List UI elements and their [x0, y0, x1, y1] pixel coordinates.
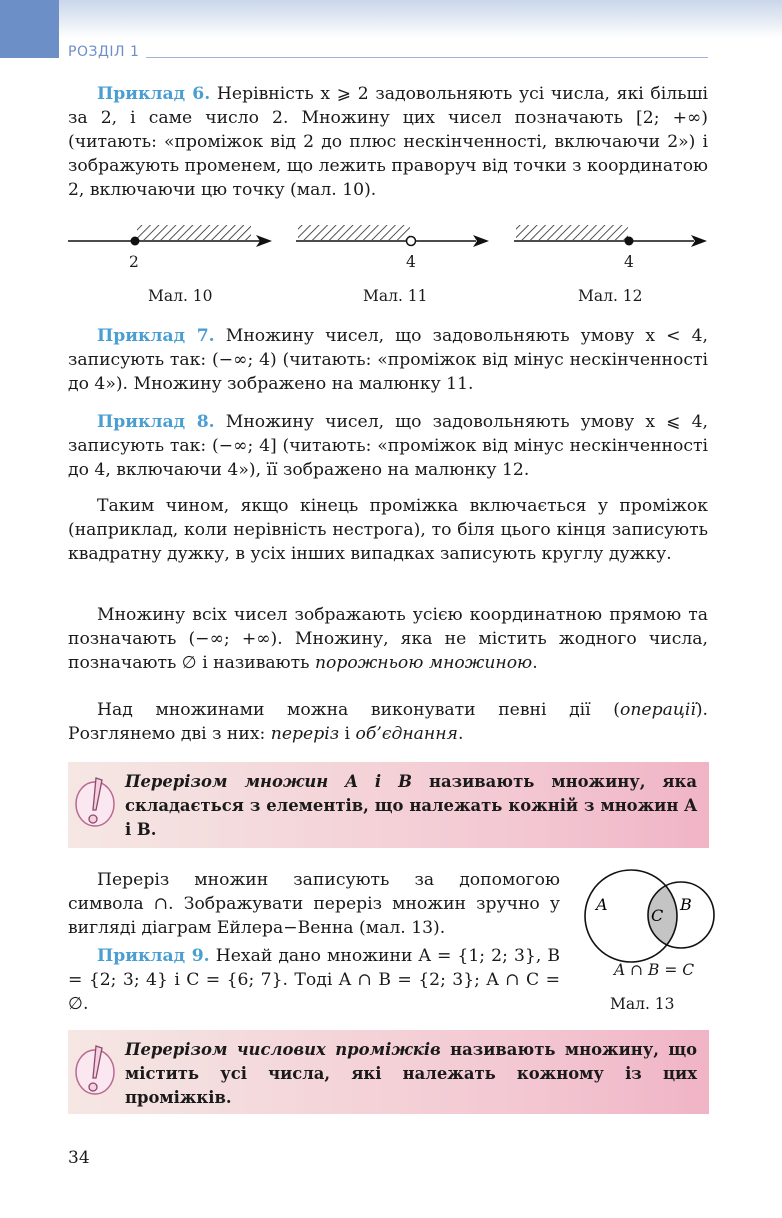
- definition-intersection: [125, 770, 697, 842]
- exclamation-icon: [72, 1038, 118, 1104]
- example-8-text: Множину чисел, що задовольняють умову x ⩽ 4, записують так: (−∞; 4] (читають: «проміжок від мінус нескінченності до 4, включаючи 4»), її зображено на малюнку 12.: [68, 412, 708, 480]
- number-line-fig11: [296, 222, 496, 250]
- header-rule: [146, 57, 708, 58]
- example-8: [68, 410, 708, 482]
- fig11-point-label: 4: [406, 253, 416, 271]
- fig11-caption: Мал. 11: [363, 287, 428, 305]
- ops-term-intersection: переріз: [270, 724, 340, 744]
- example-7-text: Множину чисел, що задовольняють умову x < 4, записують так: (−∞; 4) (читають: «проміжок від мінус нескінченності до 4»). Множину зображено на малюнку 11.: [68, 326, 708, 394]
- number-line-fig12: [514, 222, 714, 250]
- ops-text-1: Над множинами можна виконувати певні дії (: [97, 700, 620, 720]
- venn-label-b: B: [680, 895, 692, 914]
- bracket-rule-paragraph: Таким чином, якщо кінець проміжка включається у проміжок (наприклад, коли нерівність нестрога), то біля цього кінця записують квадратну дужку, в усіх інших випадках записують круглу дужку.: [68, 496, 708, 564]
- example-6: [68, 82, 708, 202]
- example-6-label: Приклад 6.: [97, 84, 211, 104]
- empty-set-term: порожньою множиною: [314, 653, 533, 673]
- all-numbers-text: Множину всіх чисел зображають усією координатною прямою та позначають (−∞; +∞). Множину, яка не містить жодного числа, позначають ∅ і називають: [68, 605, 708, 673]
- definition-intervals: [125, 1038, 697, 1110]
- fig12-caption: Мал. 12: [578, 287, 643, 305]
- number-line-fig10: [68, 222, 278, 250]
- ops-term-union: об’єднання: [355, 724, 458, 744]
- ops-text-4: .: [457, 724, 464, 744]
- example-6-text: Нерівність x ⩾ 2 задовольняють усі числа, які більші за 2, і саме число 2. Множину цих чисел позначають [2; +∞) (читають: «проміжок від 2 до плюс нескінченності, включаючи 2») і зображують променем, що лежить праворуч від точки з координатою 2, включаючи цю точку (мал. 10).: [68, 84, 708, 200]
- example-7: [68, 324, 708, 396]
- page-header-band: [0, 0, 782, 38]
- intersection-paragraph: Переріз множин записують за допомогою символа ∩. Зображувати переріз множин зручно у вигляді діаграм Ейлера−Венна (мал. 13).: [68, 870, 560, 938]
- venn-label-c: C: [651, 906, 664, 925]
- definition-intervals-term: Перерізом числових проміжків: [125, 1040, 441, 1059]
- fig10-point-label: 2: [129, 253, 139, 271]
- corner-tab: [0, 0, 59, 58]
- ops-text-2: ). Розглянемо дві з них:: [68, 700, 708, 744]
- all-numbers-paragraph: [68, 603, 708, 675]
- venn-diagram: [580, 868, 720, 968]
- definition-box-intervals: [68, 1030, 709, 1114]
- definition-intersection-term: Перерізом множин A і B: [125, 772, 413, 791]
- ops-term-operations: операції: [620, 700, 696, 720]
- operations-paragraph: [68, 698, 708, 746]
- example-8-label: Приклад 8.: [97, 412, 215, 432]
- definition-intervals-text: називають множину, що містить усі числа, які належать кожному із цих проміжків.: [125, 1040, 697, 1107]
- exclamation-icon: [72, 770, 118, 836]
- definition-intersection-text: називають множину, яка складається з елементів, що належать кожній з множин A і B.: [125, 772, 697, 839]
- venn-formula: A ∩ B = C: [614, 961, 695, 979]
- all-numbers-end: .: [532, 653, 538, 673]
- example-9: [68, 944, 560, 1016]
- example-9-text: Нехай дано множини A = {1; 2; 3}, B = {2; 3; 4} і C = {6; 7}. Тоді A ∩ B = {2; 3}; A ∩ C = ∅.: [68, 946, 561, 1014]
- ops-text-3: і: [339, 724, 356, 744]
- section-title: РОЗДІЛ 1: [68, 44, 140, 60]
- definition-box-intersection: [68, 762, 709, 848]
- fig10-caption: Мал. 10: [148, 287, 213, 305]
- example-9-label: Приклад 9.: [97, 946, 210, 966]
- example-7-label: Приклад 7.: [97, 326, 215, 346]
- venn-label-a: A: [596, 895, 608, 914]
- fig12-point-label: 4: [624, 253, 634, 271]
- page-number: 34: [68, 1148, 90, 1168]
- fig13-caption: Мал. 13: [610, 995, 675, 1013]
